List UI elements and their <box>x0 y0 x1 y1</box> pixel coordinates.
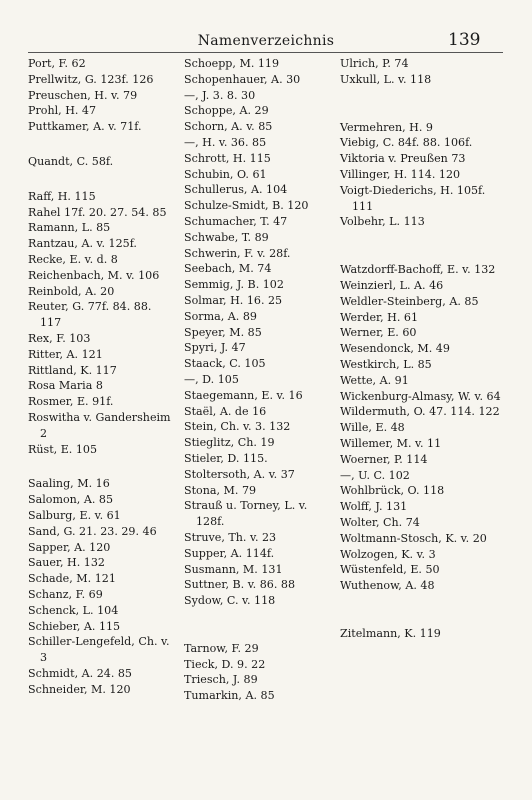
index-entry: Ritter, A. 121 <box>28 347 103 361</box>
index-entry: Wette, A. 91 <box>340 373 409 387</box>
index-entry: Wildermuth, O. 47. 114. 122 <box>340 405 500 419</box>
letter-group-gap <box>340 230 505 262</box>
index-entry: Staël, A. de 16 <box>184 404 267 418</box>
index-column-1 <box>28 56 174 697</box>
index-entry: Ulrich, P. 74 <box>340 57 409 70</box>
index-entry: Viktoria v. Preußen 73 <box>340 152 466 166</box>
index-entry: Wickenburg-Almasy, W. v. 64 <box>340 389 501 403</box>
index-entry: Uxkull, L. v. 118 <box>340 72 432 86</box>
index-entry: Raff, H. 115 <box>28 189 96 203</box>
index-entry: Reuter, G. 77f. 84. 88. 117 <box>28 300 152 330</box>
index-entry: Sapper, A. 120 <box>28 540 111 554</box>
page-number: 139 <box>448 30 481 50</box>
index-entry: Puttkamer, A. v. 71f. <box>28 120 142 134</box>
index-entry: Struve, Th. v. 23 <box>184 530 277 544</box>
index-entry: Rittland, K. 117 <box>28 363 117 377</box>
letter-group-gap <box>28 457 174 476</box>
index-entry: Weinzierl, L. A. 46 <box>340 278 444 292</box>
index-entry: Seebach, M. 74 <box>184 262 272 276</box>
index-entry: Woerner, P. 114 <box>340 452 428 466</box>
index-entry: Stoltersoth, A. v. 37 <box>184 467 295 481</box>
index-entry: Wille, E. 48 <box>340 421 405 435</box>
index-entry: Rantzau, A. v. 125f. <box>28 237 137 251</box>
index-entry: Schoppe, A. 29 <box>184 104 269 118</box>
index-entry: Tarnow, F. 29 <box>184 641 259 655</box>
index-entry: Rüst, E. 105 <box>28 442 98 456</box>
index-entry: Preuschen, H. v. 79 <box>28 88 138 102</box>
index-entry: Schwerin, F. v. 28f. <box>184 246 291 260</box>
index-entry: Rosmer, E. 91f. <box>28 395 114 409</box>
index-entry: Stieglitz, Ch. 19 <box>184 436 275 450</box>
index-entry: Volbehr, L. 113 <box>340 215 425 229</box>
index-entry: Schneider, M. 120 <box>28 682 131 696</box>
index-entry: Zitelmann, K. 119 <box>340 626 441 640</box>
index-entry: Villinger, H. 114. 120 <box>340 167 461 181</box>
index-entry: Wüstenfeld, E. 50 <box>340 563 440 577</box>
index-entry: Stieler, D. 115. <box>184 451 268 465</box>
index-entry: Sand, G. 21. 23. 29. 46 <box>28 524 157 538</box>
index-entry: Wohlbrück, O. 118 <box>340 484 445 498</box>
index-entry: Susmann, M. 131 <box>184 562 283 576</box>
index-entry: Schrott, H. 115 <box>184 151 271 165</box>
index-entry: Schopenhauer, A. 30 <box>184 72 301 86</box>
index-entry: —, H. v. 36. 85 <box>184 135 267 149</box>
index-entry: Prohl, H. 47 <box>28 104 97 118</box>
index-entry: Schmidt, A. 24. 85 <box>28 666 132 680</box>
index-entry: Werner, E. 60 <box>340 326 417 340</box>
header-rule <box>28 52 503 53</box>
index-entry: Schorn, A. v. 85 <box>184 120 273 134</box>
index-entry: Staegemann, E. v. 16 <box>184 388 303 402</box>
index-entry: Prellwitz, G. 123f. 126 <box>28 72 154 86</box>
index-entry: Triesch, J. 89 <box>184 673 258 687</box>
index-entry: Stein, Ch. v. 3. 132 <box>184 420 291 434</box>
index-entry: Schiller-Lengefeld, Ch. v. 3 <box>28 635 170 665</box>
index-entry: —, J. 3. 8. 30 <box>184 88 256 102</box>
index-column-3 <box>340 56 505 642</box>
index-entry: Saaling, M. 16 <box>28 477 110 491</box>
index-entry: Watzdorff-Bachoff, E. v. 132 <box>340 263 496 277</box>
index-entry: Wolzogen, K. v. 3 <box>340 547 436 561</box>
running-title: Namenverzeichnis <box>197 33 335 49</box>
index-entry: Recke, E. v. d. 8 <box>28 252 118 266</box>
index-entry: Sydow, C. v. 118 <box>184 594 276 608</box>
index-entry: Semmig, J. B. 102 <box>184 278 284 292</box>
index-entry: Weldler-Steinberg, A. 85 <box>340 294 479 308</box>
index-entry: Wesendonck, M. 49 <box>340 342 450 356</box>
index-entry: —, U. C. 102 <box>340 468 410 482</box>
index-entry: Schwabe, T. 89 <box>184 230 269 244</box>
index-entry: Reichenbach, M. v. 106 <box>28 268 160 282</box>
index-column-2 <box>184 56 334 704</box>
index-entry: Staack, C. 105 <box>184 357 266 371</box>
index-entry: Westkirch, L. 85 <box>340 357 432 371</box>
index-entry: Salburg, E. v. 61 <box>28 508 121 522</box>
letter-group-gap <box>28 170 174 189</box>
index-entry: Roswitha v. Gandersheim 2 <box>28 410 171 440</box>
index-entry: Salomon, A. 85 <box>28 493 114 507</box>
index-entry: Schanz, F. 69 <box>28 587 103 601</box>
index-entry: Voigt-Diederichs, H. 105f. 111 <box>340 183 486 213</box>
index-entry: Rosa Maria 8 <box>28 379 103 393</box>
index-entry: Schumacher, T. 47 <box>184 214 288 228</box>
letter-group-gap <box>184 609 334 641</box>
index-entry: Wolff, J. 131 <box>340 500 408 514</box>
index-entry: Willemer, M. v. 11 <box>340 436 442 450</box>
index-entry: Rex, F. 103 <box>28 331 91 345</box>
running-head <box>0 30 532 52</box>
index-entry: Vermehren, H. 9 <box>340 120 433 134</box>
letter-group-gap <box>28 135 174 154</box>
index-entry: Suttner, B. v. 86. 88 <box>184 578 296 592</box>
index-entry: —, D. 105 <box>184 372 239 386</box>
index-entry: Port, F. 62 <box>28 57 86 70</box>
index-entry: Schulze-Smidt, B. 120 <box>184 199 309 213</box>
index-entry: Strauß u. Torney, L. v. 128f. <box>184 499 308 529</box>
index-entry: Schullerus, A. 104 <box>184 183 288 197</box>
index-entry: Wolter, Ch. 74 <box>340 515 420 529</box>
index-entry: Schenck, L. 104 <box>28 603 119 617</box>
index-entry: Spyri, J. 47 <box>184 341 246 355</box>
index-entry: Schubin, O. 61 <box>184 167 267 181</box>
index-entry: Schade, M. 121 <box>28 572 116 586</box>
index-entry: Schoepp, M. 119 <box>184 57 280 70</box>
index-entry: Supper, A. 114f. <box>184 546 275 560</box>
index-entry: Schieber, A. 115 <box>28 619 121 633</box>
index-entry: Ramann, L. 85 <box>28 221 111 235</box>
index-entry: Wuthenow, A. 48 <box>340 579 435 593</box>
index-entry: Sorma, A. 89 <box>184 309 257 323</box>
index-entry: Reinbold, A. 20 <box>28 284 115 298</box>
index-entry: Speyer, M. 85 <box>184 325 262 339</box>
letter-group-gap <box>340 88 505 120</box>
index-entry: Viebig, C. 84f. 88. 106f. <box>340 136 473 150</box>
index-entry: Woltmann-Stosch, K. v. 20 <box>340 531 487 545</box>
index-entry: Stona, M. 79 <box>184 483 257 497</box>
index-entry: Werder, H. 61 <box>340 310 419 324</box>
index-entry: Rahel 17f. 20. 27. 54. 85 <box>28 205 167 219</box>
letter-group-gap <box>340 594 505 626</box>
index-entry: Tumarkin, A. 85 <box>184 689 275 703</box>
index-entry: Quandt, C. 58f. <box>28 154 114 168</box>
index-entry: Solmar, H. 16. 25 <box>184 293 283 307</box>
index-entry: Tieck, D. 9. 22 <box>184 657 266 671</box>
index-entry: Sauer, H. 132 <box>28 556 105 570</box>
